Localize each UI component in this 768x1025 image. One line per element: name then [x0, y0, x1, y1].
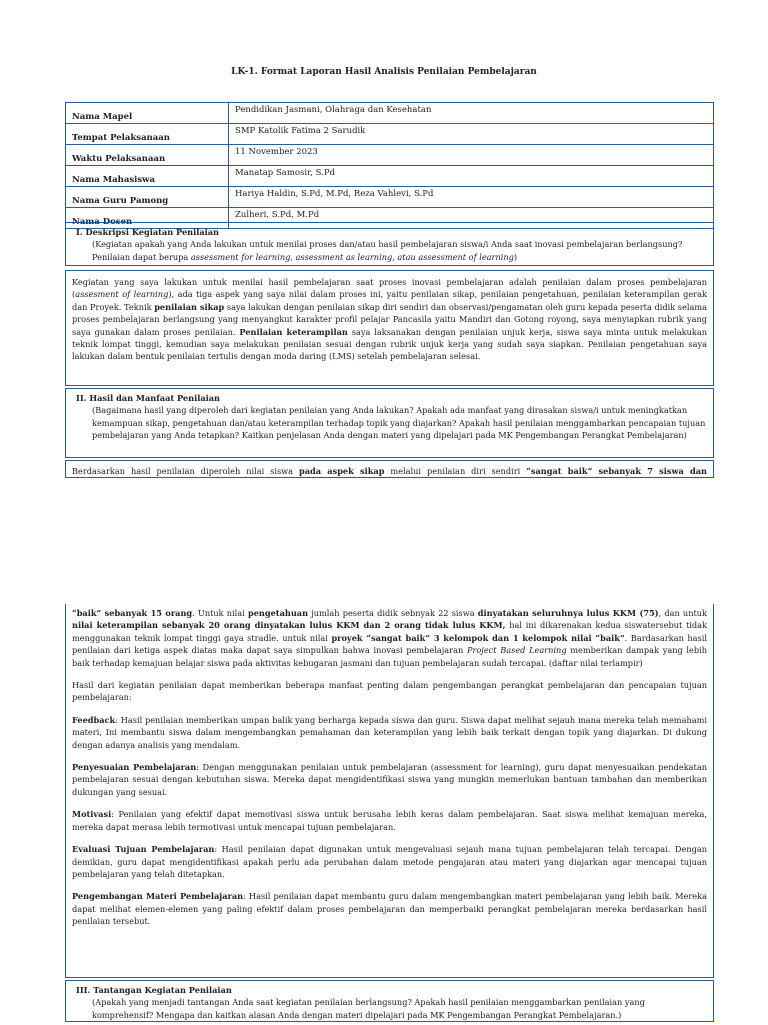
section-1-text: Kegiatan yang saya lakukan untuk menilai hasil pembelajaran saat proses inovasi pembelajaran adalah penilaian dalam proses pembelajaran (assesment of learning), ada tiga aspek yang saya nilai dalam proses ini, yaitu penilaian sikap, penilaian pengetahuan, penilaian keterampilan gerak dan Proyek. Teknik penilaian sikap saya lakukan dengan penilaian sikap diri sendiri dan observasi/pengamatan oleh guru kepada peserta didik selama proses pembelajaran berlangsung yang menyangkut karakter profil pelajar Pancasila yaitu Mandiri dan Gotong royong, saya menyiapkan rubrik yang saya gunakan dalam proses penilaian. Penilaian keterampilan saya laksanakan dengan penilaian unjuk kerja, siswa saya minta untuk melakukan teknik lompat tinggi, kemudian saya melakukan penilaian sesuai dengan rubrik unjuk kerja yang sudah saya siapkan. Penilaian pengetahuan saya lakukan dalam bentuk penilaian tertulis dengan moda daring (LMS) setelah pembelajaran selesai.	[72, 277, 707, 362]
section-2-heading: II. Hasil dan Manfaat Penilaian	[76, 393, 220, 403]
field-label: Nama Dosen	[66, 208, 229, 229]
table-row	[66, 145, 714, 166]
section-1-body	[65, 270, 714, 386]
results-paragraph: “baik” sebanyak 15 orang. Untuk nilai pengetahuan jumlah peserta didik sebnyak 22 siswa dinyatakan seluruhnya lulus KKM (75), dan untuk nilai keterampilan sebanyak 20 orang dinyatakan lulus KKM dan 2 orang tidak lulus KKM, hal ini dikarenakan kedua siswatersebut tidak menggunakan teknik lompat tinggi gaya stradle. untuk nilai proyek “sangat baik” 3 kelompok dan 1 kelompok nilai “baik”. Bardasarkan hasil penilaian dari ketiga aspek diatas maka dapat saya simpulkan bahwa inovasi pembelajaran Project Based Learning memberikan dampak yang lebih baik terhadap kemajuan belajar siswa pada aktivitas kebugaran jasmani dan tujuan pembelajaran sudah tercapai. (daftar nilai terlampir)	[72, 608, 708, 668]
section-1-header	[65, 222, 714, 266]
page-title: LK-1. Format Laporan Hasil Analisis Penilaian Pembelajaran	[231, 67, 537, 77]
benefit-evaluation: Evaluasi Tujuan Pembelajaran: Hasil penilaian dapat digunakan untuk mengevaluasi sejauh mana tujuan pembelajaran telah tercapai. Dengan demikian, guru dapat mengidentifikasi apakah perlu ada perubahan dalam metode pengajaran atau materi yang diajarkan agar mencapai tujuan pembelajaran yang telah ditetapkan.	[72, 844, 707, 879]
section-2-first-line: Berdasarkan hasil penilaian diperoleh nilai siswa pada aspek sikap melalui penilaian diri sendiri “sangat baik” sebanyak 7 siswa dan	[72, 466, 707, 476]
field-value: SMP Katolik Fatima 2 Sarudik	[229, 124, 714, 145]
benefit-adjustment: Penyesuaian Pembelajaran: Dengan menggunakan penilaian untuk pembelajaran (assessment for learning), guru dapat menyesuaikan pendekatan pembelajaran sesuai dengan kebutuhan siswa. Mereka dapat mengidentifikasi siswa yang mungkin memerlukan bantuan tambahan dan memberikan dukungan yang sesuai.	[72, 762, 707, 797]
section-2-description: (Bagaimana hasil yang diperoleh dari kegiatan penilaian yang Anda lakukan? Apakah ada manfaat yang dirasakan siswa/i untuk meningkatkan kemampuan sikap, pengetahuan dan/atau keterampilan terhadap topik yang diajarkan? Apakah hasil penilaian menggambarkan pencapaian tujuan pembelajaran yang Anda tetapkan? Kaitkan penjelasan Anda dengan materi yang dipelajari pada MK Pengembangan Perangkat Pembelajaran)	[92, 405, 706, 441]
section-2-body-continued	[65, 604, 714, 978]
field-value: Pendidikan Jasmani, Olahraga dan Kesehatan	[229, 103, 714, 124]
table-row	[66, 187, 714, 208]
table-row	[66, 103, 714, 124]
field-value: Manatap Samosir, S.Pd	[229, 166, 714, 187]
field-label: Waktu Pelaksanaan	[66, 145, 229, 166]
field-label: Nama Mahasiswa	[66, 166, 229, 187]
section-2-body-start	[65, 460, 714, 478]
section-1-description: (Kegiatan apakah yang Anda lakukan untuk menilai proses dan/atau hasil pembelajaran siswa/i Anda saat inovasi pembelajaran berlangsung? Penilaian dapat berupa assessment for learning, assessment as learning, atau assessment of learning)	[92, 239, 683, 262]
table-row	[66, 166, 714, 187]
table-row	[66, 124, 714, 145]
section-3-description: (Apakah yang menjadi tantangan Anda saat kegiatan penilaian berlangsung? Apakah hasil penilaian menggambarkan penilaian yang komprehensif? Mengapa dan kaitkan alasan Anda dengan materi dipelajari pada MK Pengembangan Perangkat Pembelajaran.)	[92, 997, 645, 1020]
section-3-header	[65, 980, 714, 1022]
info-table	[65, 102, 714, 229]
benefit-material-development: Pengembangan Materi Pembelajaran: Hasil penilaian dapat membantu guru dalam mengembangkan materi pembelajaran yang lebih baik. Mereka dapat melihat elemen-elemen yang paling efektif dalam proses pembelajaran dan memperbaiki perangkat pembelajaran mereka berdasarkan hasil penilaian tersebut.	[72, 891, 707, 927]
field-value: Hariya Haldin, S.Pd, M.Pd, Reza Vahlevi, S.Pd	[229, 187, 714, 208]
benefit-motivation: Motivasi: Penilaian yang efektif dapat memotivasi siswa untuk berusaha lebih keras dalam pembelajaran. Saat siswa melihat kemajuan mereka, mereka dapat merasa lebih termotivasi untuk mencapai tujuan pembelajaran.	[72, 809, 707, 832]
field-label: Tempat Pelaksanaan	[66, 124, 229, 145]
field-label: Nama Guru Pamong	[66, 187, 229, 208]
benefits-intro: Hasil dari kegiatan penilaian dapat memberikan beberapa manfaat penting dalam pengembangan perangkat pembelajaran dan pencapaian tujuan pembelajaran:	[72, 680, 707, 703]
section-3-heading: III. Tantangan Kegiatan Penilaian	[76, 985, 232, 995]
field-value: 11 November 2023	[229, 145, 714, 166]
field-value: Zulheri, S.Pd, M.Pd	[229, 208, 714, 229]
benefit-feedback: Feedback: Hasil penilaian memberikan umpan balik yang berharga kepada siswa dan guru. Siswa dapat melihat sejauh mana mereka telah memahami materi, Ini membantu siswa dalam mengembangkan pemahaman dan keterampilan yang lebih baik terkait dengan topik yang diajarkan. Di dukung dengan adanya analisis yang mendalam.	[72, 714, 707, 750]
section-2-header	[65, 388, 714, 458]
field-label: Nama Mapel	[66, 103, 229, 124]
section-1-heading: I. Deskripsi Kegiatan Penilaian	[76, 227, 220, 237]
